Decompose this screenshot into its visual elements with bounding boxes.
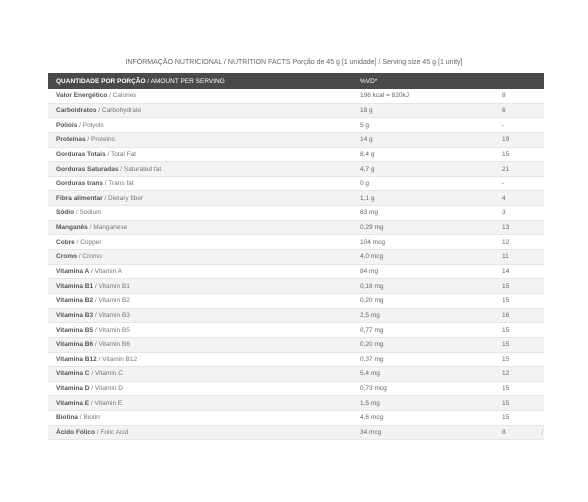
nutrient-daily-value: 14 bbox=[502, 268, 510, 275]
nutrient-daily-value: 3 bbox=[502, 209, 506, 217]
table-row bbox=[48, 235, 544, 250]
table-row bbox=[48, 177, 544, 192]
table-row bbox=[48, 191, 544, 206]
header-amount-per-serving bbox=[48, 78, 360, 85]
table-body bbox=[48, 89, 544, 440]
nutrient-name bbox=[48, 224, 360, 231]
nutrient-name-en: / Vitamin A bbox=[89, 268, 122, 275]
nutrient-amount: 1,1 g bbox=[360, 194, 375, 202]
table-row bbox=[48, 309, 544, 324]
nutrient-name-en: / Vitamin E bbox=[89, 399, 123, 407]
nutrient-name bbox=[48, 122, 360, 129]
nutrient-name-pt: Gorduras Totais bbox=[56, 150, 106, 158]
table-row bbox=[48, 104, 544, 119]
nutrient-name-pt: Valor Energético bbox=[56, 92, 108, 100]
nutrient-amount: 34 mcg bbox=[360, 429, 382, 437]
table-row bbox=[48, 250, 544, 265]
nutrient-name-pt: Polióis bbox=[56, 121, 78, 129]
nutrient-name bbox=[48, 312, 360, 319]
table-row bbox=[48, 338, 544, 353]
table-row bbox=[48, 133, 544, 148]
table-row bbox=[48, 206, 544, 221]
table-header bbox=[48, 73, 544, 89]
nutrient-name-en: / Vitamin B5 bbox=[93, 326, 130, 334]
nutrient-amount: 18 g bbox=[360, 106, 373, 114]
nutrient-name-en: / Vitamin B2 bbox=[93, 297, 130, 305]
nutrient-name-pt: Ácido Fólico bbox=[56, 429, 95, 437]
nutrient-daily-value: - bbox=[502, 121, 505, 129]
nutrient-name bbox=[48, 151, 360, 158]
nutrient-name bbox=[48, 195, 360, 202]
table-row bbox=[48, 118, 544, 133]
nutrient-name-pt: Vitamina B1 bbox=[56, 282, 94, 290]
nutrient-amount: 4,7 g bbox=[360, 165, 375, 173]
table-row bbox=[48, 426, 544, 441]
nutrient-name-pt: Proteínas bbox=[56, 136, 86, 144]
nutrient-name-pt: Gorduras trans bbox=[56, 180, 103, 188]
nutrient-name bbox=[48, 253, 360, 260]
nutrient-name bbox=[48, 166, 360, 173]
nutrient-name-pt: Vitamina B3 bbox=[56, 311, 94, 319]
nutrient-name-en: / Dietary fiber bbox=[102, 194, 144, 202]
nutrient-amount: 0,37 mg bbox=[360, 355, 384, 363]
nutrient-amount: 0,29 mg bbox=[360, 224, 384, 232]
nutrient-name bbox=[48, 327, 360, 334]
nutrient-daily-value: 15 bbox=[502, 282, 510, 290]
table-caption: INFORMAÇÃO NUTRICIONAL / NUTRITION FACTS Porção de 45 g [1 unidade] / Serving size 45 g [1 unity] bbox=[125, 59, 463, 66]
nutrient-name-en: / Polyols bbox=[77, 121, 104, 129]
nutrient-name bbox=[48, 239, 360, 246]
nutrient-amount: 5 g bbox=[360, 121, 370, 129]
nutrient-daily-value: 15 bbox=[502, 399, 510, 407]
nutrient-daily-value: 8 bbox=[502, 92, 506, 100]
nutrient-amount: 0,20 mg bbox=[360, 297, 384, 305]
nutrient-daily-value: 16 bbox=[502, 311, 510, 319]
nutrient-name-en: / Carbohydrate bbox=[96, 106, 142, 114]
nutrient-name-pt: Fibra alimentar bbox=[56, 194, 103, 202]
table-row bbox=[48, 294, 544, 309]
table-row bbox=[48, 221, 544, 236]
nutrient-amount: 4,6 mcg bbox=[360, 414, 384, 422]
nutrient-name-pt: Biotina bbox=[56, 414, 79, 422]
nutrient-amount: 0,77 mg bbox=[360, 326, 384, 334]
nutrient-name bbox=[48, 429, 360, 436]
header-col1-en: / AMOUNT PER SERVING bbox=[145, 77, 225, 85]
nutrient-name bbox=[48, 414, 360, 421]
table-row bbox=[48, 353, 544, 368]
nutrient-daily-value: - bbox=[502, 180, 505, 188]
nutrient-name bbox=[48, 341, 360, 348]
table-row bbox=[48, 367, 544, 382]
nutrient-daily-value: 8 bbox=[502, 429, 506, 437]
nutrient-daily-value: 19 bbox=[502, 136, 510, 144]
nutrient-daily-value: 11 bbox=[502, 253, 509, 261]
nutrient-name-pt: Vitamina E bbox=[56, 399, 90, 407]
nutrient-name-pt: Vitamina B5 bbox=[56, 326, 94, 334]
nutrient-daily-value: 15 bbox=[502, 385, 510, 393]
nutrient-daily-value: 15 bbox=[502, 326, 510, 334]
nutrient-amount: 104 mcg bbox=[360, 238, 385, 246]
header-col1-pt: QUANTIDADE POR PORÇÃO bbox=[56, 77, 146, 85]
nutrient-daily-value: 4 bbox=[502, 194, 506, 202]
nutrient-name-pt: Vitamina C bbox=[56, 370, 90, 378]
nutrient-name bbox=[48, 370, 360, 377]
nutrient-name bbox=[48, 209, 360, 216]
nutrient-name bbox=[48, 283, 360, 290]
table-row bbox=[48, 148, 544, 163]
nutrient-name-en: / Biotin bbox=[78, 414, 100, 422]
nutrient-amount: 63 mg bbox=[360, 209, 379, 217]
nutrient-name-en: / Copper bbox=[74, 238, 102, 246]
nutrition-table bbox=[48, 73, 544, 440]
nutrient-name-pt: Sódio bbox=[56, 209, 75, 217]
nutrient-daily-value: 15 bbox=[502, 355, 510, 363]
nutrient-amount: 2,5 mg bbox=[360, 311, 380, 319]
nutrient-amount: 4,0 mcg bbox=[360, 253, 384, 261]
table-row bbox=[48, 323, 544, 338]
nutrient-daily-value: 6 bbox=[502, 106, 506, 114]
table-row bbox=[48, 279, 544, 294]
nutrient-daily-value: 21 bbox=[502, 165, 510, 173]
table-row bbox=[48, 162, 544, 177]
nutrient-daily-value: 15 bbox=[502, 297, 510, 305]
nutrient-daily-value: 15 bbox=[502, 150, 510, 158]
nutrient-amount: 5,4 mg bbox=[360, 370, 380, 378]
table-row bbox=[48, 382, 544, 397]
nutrient-name-en: / Manganese bbox=[87, 224, 128, 232]
table-row bbox=[48, 89, 544, 104]
nutrient-daily-value: 12 bbox=[502, 238, 510, 246]
nutrient-name-en: / Folic Acid bbox=[95, 429, 129, 437]
nutrient-name-pt: Carboidratos bbox=[56, 106, 97, 114]
nutrient-name bbox=[48, 180, 360, 187]
nutrient-name-en: / Vitamin B12 bbox=[96, 355, 138, 363]
nutrient-name bbox=[48, 385, 360, 392]
nutrient-name-en: / Vitamin B6 bbox=[93, 341, 130, 349]
nutrient-amount: 84 mg bbox=[360, 268, 379, 275]
nutrient-name-en: / Sodium bbox=[74, 209, 102, 217]
nutrient-name-en: / Cromo bbox=[76, 253, 102, 261]
nutrient-name bbox=[48, 107, 360, 114]
nutrient-name-en: / Proteins bbox=[85, 136, 115, 144]
nutrient-name-pt: Vitamina B6 bbox=[56, 341, 94, 349]
nutrient-name-pt: Vitamina B12 bbox=[56, 355, 97, 363]
stray-mark: / bbox=[541, 428, 544, 437]
nutrient-amount: 1,5 mg bbox=[360, 399, 380, 407]
nutrient-amount: 196 kcal = 820kJ bbox=[360, 92, 409, 100]
nutrient-name-pt: Gorduras Saturadas bbox=[56, 165, 119, 173]
nutrient-name-en: / Trans fat bbox=[102, 180, 134, 188]
nutrient-amount: 0,18 mg bbox=[360, 282, 384, 290]
table-row bbox=[48, 265, 544, 280]
nutrient-name bbox=[48, 356, 360, 363]
nutrient-name-pt: Vitamina D bbox=[56, 385, 90, 393]
nutrient-name-pt: Manganês bbox=[56, 224, 88, 232]
nutrient-daily-value: 13 bbox=[502, 224, 510, 232]
nutrient-name-en: / Vitamin C bbox=[89, 370, 123, 378]
nutrient-amount: 0,20 mg bbox=[360, 341, 384, 349]
nutrient-name-pt: Vitamina A bbox=[56, 268, 90, 275]
nutrient-name bbox=[48, 400, 360, 407]
nutrient-name bbox=[48, 297, 360, 304]
nutrient-name bbox=[48, 268, 360, 275]
header-daily-value: %VD* bbox=[360, 77, 378, 85]
nutrient-daily-value: 15 bbox=[502, 414, 510, 422]
table-row bbox=[48, 396, 544, 411]
nutrient-amount: 14 g bbox=[360, 136, 373, 144]
nutrient-name-en: / Vitamin B3 bbox=[93, 311, 130, 319]
nutrient-name-en: / Vitamin D bbox=[89, 385, 123, 393]
nutrient-name-en: / Total Fat bbox=[105, 150, 136, 158]
nutrient-name bbox=[48, 136, 360, 143]
nutrient-name-en: / Vitamin B1 bbox=[93, 282, 130, 290]
nutrient-amount: 0,73 mcg bbox=[360, 385, 387, 393]
nutrient-name bbox=[48, 92, 360, 99]
nutrient-name-pt: Cromo bbox=[56, 253, 77, 261]
nutrient-name-pt: Vitamina B2 bbox=[56, 297, 94, 305]
nutrient-amount: 0 g bbox=[360, 180, 370, 188]
nutrient-name-pt: Cobre bbox=[56, 238, 75, 246]
nutrient-name-en: / Calories bbox=[107, 92, 137, 100]
nutrient-daily-value: 12 bbox=[502, 370, 510, 378]
nutrient-name-en: / Saturated fat bbox=[118, 165, 162, 173]
table-row bbox=[48, 411, 544, 426]
nutrient-amount: 8,4 g bbox=[360, 150, 375, 158]
nutrient-daily-value: 15 bbox=[502, 341, 510, 349]
